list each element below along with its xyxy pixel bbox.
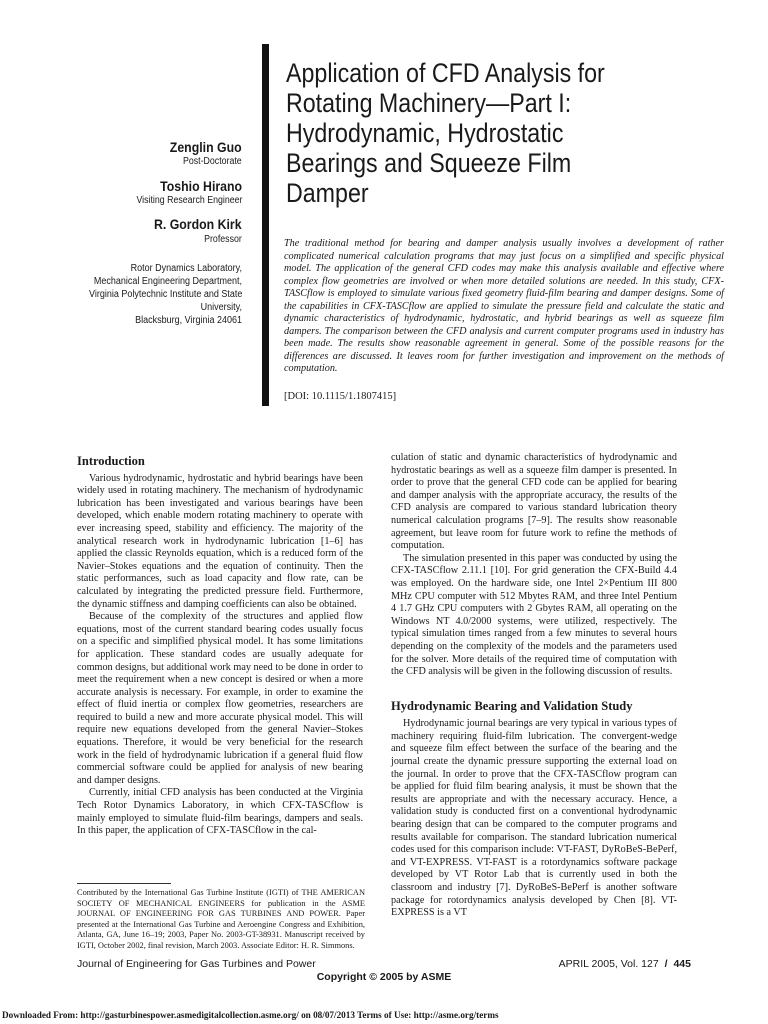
issue-label: APRIL 2005, Vol. 127 <box>558 958 659 970</box>
copyright: Copyright © 2005 by ASME <box>316 971 452 983</box>
title-line: Rotating Machinery—Part I: <box>286 88 572 118</box>
author-affiliation <box>72 262 242 327</box>
section-heading-hydrodynamic: Hydrodynamic Bearing and Validation Study <box>391 698 633 713</box>
issue-separator: / <box>664 958 668 970</box>
doi: [DOI: 10.1115/1.1807415] <box>284 391 397 402</box>
affiliation-line: University, <box>200 302 242 313</box>
paper-title <box>286 58 664 208</box>
paragraph: The simulation presented in this paper was conducted by using the CFX-TASCflow 2.11.1 [10]. For grid generation the CFX-Build 4.4 was employed. On the hardware side, one Intel 2×Pentium III 800 MHz CPU computer with 512 Mbytes RAM, and three Intel Pentium 4 1.7 GHz CPU computers with 2 Gbytes RAM, all operating on the Windows NT 4.0/2000 systems, were utilized, respectively. The typical simulation times ranged from a few minutes to several hours depending on the complexity of the models and the parameters used for the solver. More details of the required time of computation with the CFD analysis will be given in the following discussion of results. <box>391 552 677 678</box>
paragraph: Because of the complexity of the structures and applied flow equations, most of the current standard bearing codes usually focus on a specific and simplified physical model. It has some limitations for application. These standard codes are usually adequate for common designs, but additional work may need to be done in order to meet the requirement when a new concept is desired or when a more accurate analysis is necessary. For example, in order to examine the effect of fluid inertia or complex flow geometries, researchers are required to build a new and more accurate physical model. This will require new equations developed from the general Navier–Stokes equations. Therefore, it would be very beneficial for the research work in the field of hydrodynamic lubrication if a general fluid flow commercial software could be applied for analysis of new bearing and damper designs. <box>77 611 363 786</box>
abstract: The traditional method for bearing and damper analysis usually involves a development of rather complicated numerical calculation programs that may just focus on a simplified and specific physical model. The application of the general CFD codes may make this analysis available and effective where complex flow geometries are involved or when more detailed solutions are needed. In this study, CFX-TASCflow is employed to simulate various fixed geometry fluid-film bearing and damper designs. Some of the capabilities in CFX-TASCflow are applied to simulate the pressure field and calculate the static and dynamic characteristics of hydrodynamic, hydrostatic, and hybrid bearings as well as squeeze film dampers. The comparison between the CFD analysis and current computer programs used in industry has been made. The results show reasonable agreement in general. Some of the possible reasons for the differences are discussed. It leaves room for further investigation and improvement on the methods of computation. <box>284 238 724 374</box>
author-name: Toshio Hirano <box>160 178 242 194</box>
affiliation-line: Blacksburg, Virginia 24061 <box>135 315 242 326</box>
footnote: Contributed by the International Gas Turbine Institute (IGTI) of THE AMERICAN SOCIETY OF MECHANICAL ENGINEERS for publication in the ASME JOURNAL OF ENGINEERING FOR GAS TURBINES AND POWER. Paper presented at the International Gas Turbine and Aeroengine Congress and Exhibition, Atlanta, GA, June 16–19; 2003, Paper No. 2003-GT-38931. Manuscript received by IGTI, October 2002, final revision, March 2003. Associate Editor: H. R. Simmons. <box>77 888 365 950</box>
affiliation-line: Virginia Polytechnic Institute and State <box>89 289 243 300</box>
title-line: Hydrodynamic, Hydrostatic <box>286 118 564 148</box>
footnote-rule <box>77 883 171 884</box>
paragraph: Hydrodynamic journal bearings are very typical in various types of machinery requiring fluid-film lubrication. The convergent-wedge and squeeze film effect between the surface of the bearing and the journal create the dynamic pressure supporting the external load on the journal. In order to prove that the CFX-TASCflow program can be applied for fluid film bearing analysis, it must be shown that the results are appropriate and with the necessary accuracy. Hence, a validation study is conducted first on a conventional hydrodynamic bearing design that can be compared to the computer programs and results available for comparison. The standard lubrication numerical codes used for this comparison include: VT-FAST, DyRoBeS-BePerf, and VT-EXPRESS. VT-FAST is a rotordynamics software package developed by VT Rotor Lab that is currently used in both the classroom and industry [7]. DyRoBeS-BePerf is another software package for rotordynamics analysis developed by Chen [8]. VT-EXPRESS is a VT <box>391 718 677 919</box>
author-role: Post-Doctorate <box>183 156 242 167</box>
page-number: 445 <box>673 958 691 970</box>
title-rule <box>262 44 269 406</box>
journal-name: Journal of Engineering for Gas Turbines and Power <box>77 958 316 970</box>
left-column <box>77 455 363 838</box>
author-role: Visiting Research Engineer <box>136 195 242 206</box>
affiliation-line: Rotor Dynamics Laboratory, <box>130 263 242 274</box>
paragraph: Currently, initial CFD analysis has been conducted at the Virginia Tech Rotor Dynamics Laboratory, in which CFX-TASCflow is mainly employed to simulate fluid-film bearings, dampers and seals. In this paper, the application of CFX-TASCflow in the cal- <box>77 787 363 837</box>
section-heading-introduction: Introduction <box>77 454 145 468</box>
author-name: R. Gordon Kirk <box>154 216 242 232</box>
paragraph: culation of static and dynamic characteristics of hydrodynamic and hydrostatic bearings as well as a squeeze film damper is presented. In order to prove that the general CFD code can be applied for bearing and damper analysis with the appropriate accuracy, the results of the CFD analysis are compared to various standard lubrication theory numerical calculation programs [7–9]. The results show reasonable agreement, but leave room for future work to refine the methods of computation. <box>391 452 677 552</box>
right-column <box>391 452 677 920</box>
author-role: Professor <box>204 234 242 245</box>
issue-info <box>559 958 691 970</box>
title-line: Damper <box>286 178 369 208</box>
title-line: Application of CFD Analysis for <box>286 58 605 88</box>
download-notice: Downloaded From: http://gasturbinespower.asmedigitalcollection.asme.org/ on 08/07/2013 Terms of Use: http://asme.org/terms <box>2 1010 499 1020</box>
author-name: Zenglin Guo <box>170 139 242 155</box>
title-line: Bearings and Squeeze Film <box>286 148 572 178</box>
paragraph: Various hydrodynamic, hydrostatic and hybrid bearings have been widely used in rotating machinery. The mechanism of hydrodynamic lubrication has been investigated and various bearings have been developed, which enable modern rotating machinery to operate with ever increasing speed, stability and efficiency. The majority of the analytical research work in hydrodynamic lubrication [1–6] has applied the classic Reynolds equation, which is a reduced form of the Navier–Stokes equations and the equation of continuity. Then the static performances, such as load capacity and flow rate, can be calculated by integrating the predicted pressure field. Furthermore, the dynamic stiffness and damping coefficients can also be obtained. <box>77 472 363 610</box>
affiliation-line: Mechanical Engineering Department, <box>93 276 243 287</box>
